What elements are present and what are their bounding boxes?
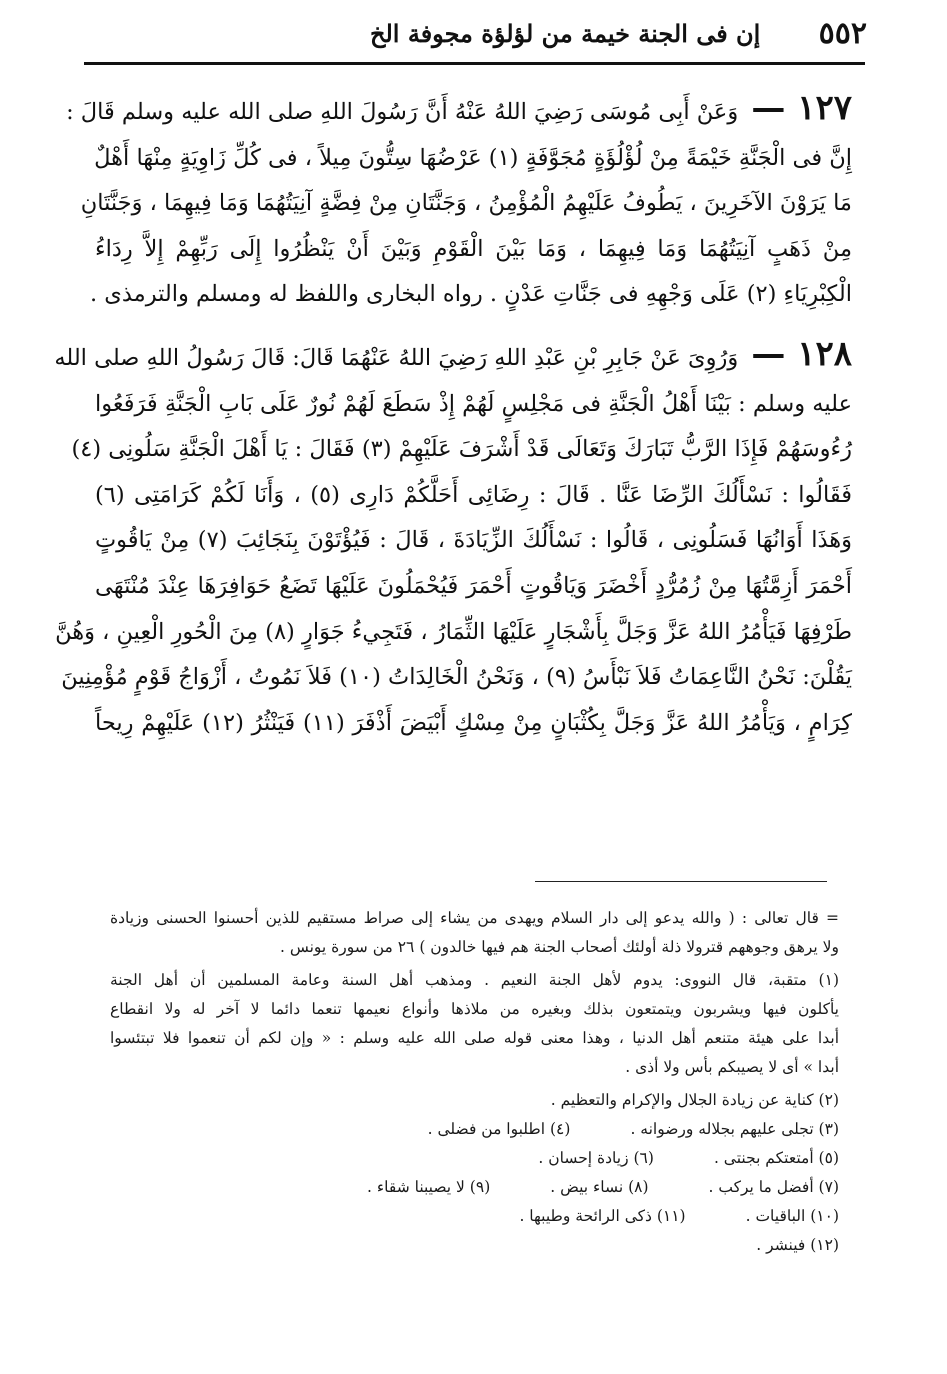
hadith-128-line-7: طَرْفِهَا فَيَأْمُرُ اللهُ عَزَّ وَجَلَّ بِأَشْجَارٍ عَلَيْهَا الثِّمَارُ ، فَتَجِيءُ جَوَارٍ (٨) مِنَ الْحُورِ الْعِينِ ، وَهُنَّ xyxy=(55,618,852,645)
hadith-128-line-2: عليه وسلم : بَيْنَا أَهْلُ الْجَنَّةِ فى مَجْلِسٍ لَهُمْ إِذْ سَطَعَ لَهُمْ نُورٌ عَلَى بَابِ الْجَنَّةِ فَرَفَعُوا xyxy=(95,390,852,417)
hadith-128-line-3: رُءُوسَهُمْ فَإِذَا الرَّبُّ تَبَارَكَ وَتَعَالَى قَدْ أَشْرَفَ عَلَيْهِمْ (٣) فَقَالَ : يَا أَهْلَ الْجَنَّةِ سَلُونِى (٤) xyxy=(71,436,852,463)
hadith-128-line-8: يَقُلْنَ: نَحْنُ النَّاعِمَاتُ فَلاَ نَبْأَسُ (٩) ، وَنَحْنُ الْخَالِدَاتُ (١٠) فَلاَ نَمُوتُ ، أَزْوَاجُ قَوْمٍ مُؤْمِنِينَ xyxy=(61,664,852,691)
page-number: ٥٥٢ xyxy=(818,15,867,51)
hadith-128 xyxy=(54,332,853,746)
hadith-128-number: ١٢٨ — xyxy=(751,333,852,374)
hadith-127-line-1-text: وَعَنْ أَبِى مُوسَى رَضِيَ اللهُ عَنْهُ أَنَّ رَسُولَ اللهِ صلى الله عليه وسلم قَالَ : xyxy=(66,99,739,125)
footnote-intro-line-1: = قال تعالى : ( والله يدعو إلى دار السلام ويهدى من يشاء إلى صراط مستقيم للذين أحسنوا الحسنى وزيادة xyxy=(110,909,839,927)
footnote-10: (١٠) الباقيات . xyxy=(745,1207,839,1225)
footnote-4: (٤) اطلبوا من فضلى . xyxy=(427,1120,571,1138)
hadith-127-number: ١٢٧ — xyxy=(751,88,852,128)
footnote-2: (٢) كناية عن زيادة الجلال والإكرام والتعظيم . xyxy=(550,1091,839,1109)
footnote-1-line-3: أبدا على هيئة متنعم أهل الدنيا ، وهذا معنى قوله صلى الله عليه وسلم : « وإن لكم أن تنعموا فلا تبتئسوا xyxy=(110,1029,839,1047)
hadith-127-line-2: إِنَّ فى الْجَنَّةِ خَيْمَةً مِنْ لُؤْلُؤَةٍ مُجَوَّفَةٍ (١) عَرْضُهَا سِتُّونَ مِيلاً ، فى كُلِّ زَاوِيَةٍ مِنْهَا أَهْلٌ xyxy=(94,144,852,171)
running-title: إن فى الجنة خيمة من لؤلؤة مجوفة الخ xyxy=(370,18,761,48)
footnote-row-5-6 xyxy=(110,1144,839,1173)
header-rule xyxy=(84,62,865,65)
footnote-3: (٣) تجلى عليهم بجلاله ورضوانه . xyxy=(630,1120,839,1138)
footnote-1-line-4: أبدا » أى لا يصيبكم بأس ولا أذى . xyxy=(625,1058,839,1076)
footnote-row-7-8-9 xyxy=(110,1173,839,1202)
hadith-127 xyxy=(66,86,852,318)
footnote-1-line-2: يأكلون فيها ويشربون ويتمتعون بذلك وبغيره من ملاذها وأنواع نعيمها تنعما دائما لا آخر له ولا انقطاع xyxy=(110,1000,839,1018)
footnote-5: (٥) أمتعتكم بجنتى . xyxy=(713,1149,839,1167)
footnote-row-2 xyxy=(110,1086,839,1115)
main-text xyxy=(54,86,853,760)
footnote-row-10-11 xyxy=(110,1202,839,1231)
footnote-6: (٦) زيادة إحسان . xyxy=(538,1149,654,1167)
footnote-11: (١١) ذكى الرائحة وطيبها . xyxy=(519,1207,686,1225)
hadith-127-line-3: مَا يَرَوْنَ الآخَرِينَ ، يَطُوفُ عَلَيْهِمُ الْمُؤْمِنُ ، وَجَنَّتَانِ مِنْ فِضَّةٍ آنِيَتُهُمَا وَمَا فِيهِمَا ، وَجَنَّتَانِ xyxy=(80,190,852,217)
footnote-row-3-4 xyxy=(110,1115,839,1144)
footnote-9: (٩) لا يصيبنا شقاء . xyxy=(366,1178,491,1196)
footnote-7: (٧) أفضل ما يركب . xyxy=(708,1178,839,1196)
hadith-127-line-1 xyxy=(66,86,852,136)
footnotes xyxy=(110,904,839,1260)
footnote-intro-line-2: ولا يرهق وجوههم قترولا ذلة أولئك أصحاب الجنة هم فيها خالدون ) ٢٦ من سورة يونس . xyxy=(280,938,839,956)
footnote-row-12 xyxy=(110,1231,839,1260)
hadith-128-line-6: أَحْمَرَ أَزِمَّتُهَا مِنْ زُمُرُّدٍ أَخْضَرَ وَيَاقُوتٍ أَحْمَرَ فَيُحْمَلُونَ عَلَيْهَا تَضَعُ حَوَافِرَهَا عِنْدَ مُنْتَهَى xyxy=(95,572,852,599)
page-header xyxy=(80,10,867,56)
footnote-8: (٨) نساء بيض . xyxy=(550,1178,649,1196)
hadith-128-line-1 xyxy=(54,332,852,382)
hadith-127-line-4: مِنْ ذَهَبٍ آنِيَتُهُمَا وَمَا فِيهِمَا ، وَمَا بَيْنَ الْقَوْمِ وَبَيْنَ أَنْ يَنْظُرُوا إِلَى رَبِّهِمْ إِلاَّ رِدَاءُ xyxy=(95,235,852,262)
footnote-12: (١٢) فينشر . xyxy=(756,1236,839,1254)
hadith-128-line-1-text: وَرُوِىَ عَنْ جَابِرِ بْنِ عَبْدِ اللهِ رَضِيَ اللهُ عَنْهُمَا قَالَ: قَالَ رَسُولُ اللهِ صلى الله xyxy=(54,344,739,371)
footnote-separator xyxy=(535,881,827,882)
hadith-128-line-5: وَهَذَا أَوَانُهَا فَسَلُونِى ، قَالُوا : نَسْأَلُكَ الزِّيَادَةَ ، قَالَ : فَيُؤْتَوْنَ بِنَجَائِبَ (٧) مِنْ يَاقُوتٍ xyxy=(95,527,852,554)
hadith-128-line-4: فَقَالُوا : نَسْأَلُكَ الرِّضَا عَنَّا . قَالَ : رِضَائِى أَحَلَّكُمْ دَارِى (٥) ، وَأَنَا لَكُمْ كَرَامَتِى (٦) xyxy=(95,481,853,508)
footnote-1-line-1: (١) متقبة، قال النووى: يدوم لأهل الجنة النعيم . ومذهب أهل السنة وعامة المسلمين أن أهل الجنة xyxy=(110,971,839,989)
hadith-128-line-9: كِرَامٍ ، وَيَأْمُرُ اللهُ عَزَّ وَجَلَّ بِكُثْبَانٍ مِنْ مِسْكٍ أَبْيَضَ أَذْفَرَ (١١) فَيَنْثُرُ (١٢) عَلَيْهِمْ رِيحاً xyxy=(95,709,852,736)
hadith-127-line-5: الْكِبْرِيَاءِ (٢) عَلَى وَجْهِهِ فى جَنَّاتِ عَدْنٍ . رواه البخارى واللفظ له ومسلم والترمذى . xyxy=(89,281,852,308)
